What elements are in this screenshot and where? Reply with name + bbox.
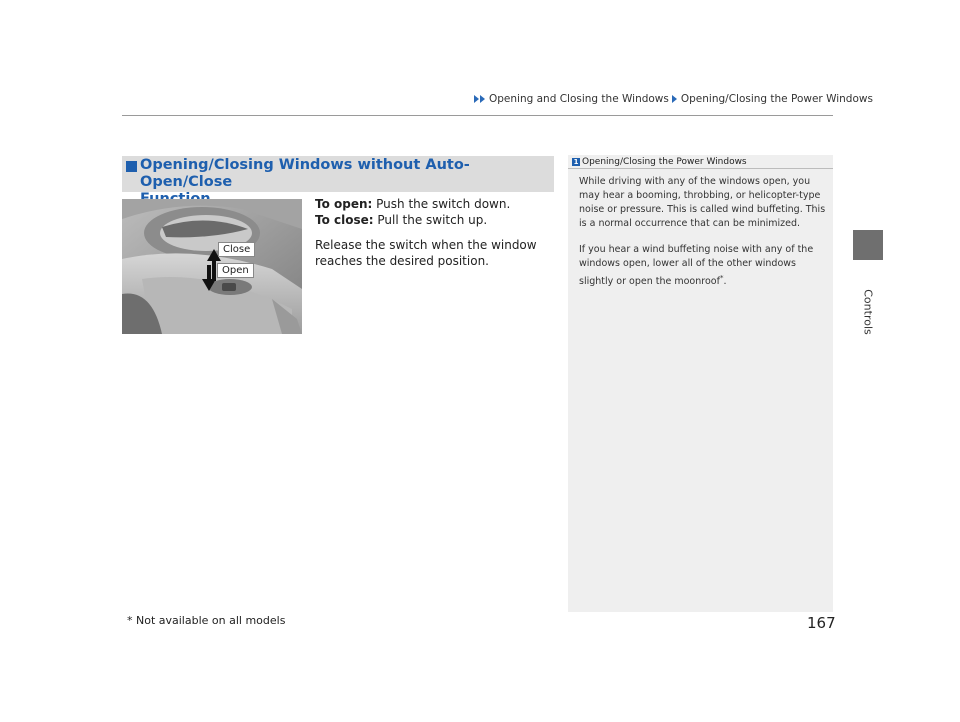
section-square-icon (126, 161, 137, 172)
breadcrumb (474, 93, 873, 105)
footnote: * Not available on all models (127, 614, 286, 627)
section-tab-label: Controls (861, 289, 875, 335)
header-rule (122, 115, 833, 116)
window-switch-illustration (122, 199, 302, 334)
footnote-marker[interactable]: * (719, 274, 724, 282)
section-heading (122, 156, 554, 192)
breadcrumb-item-1[interactable]: Opening and Closing the Windows (489, 93, 669, 105)
release-instruction: Release the switch when the window reaches the desired position. (315, 238, 537, 268)
note-paragraph-2-end: . (723, 276, 727, 288)
breadcrumb-separator-icon (672, 95, 678, 103)
close-text: Pull the switch up. (373, 213, 488, 227)
note-paragraph-2 (579, 243, 827, 289)
note-reference-icon: 1 (573, 158, 579, 166)
note-rule (568, 168, 833, 169)
open-label: To open: (315, 197, 373, 211)
note-title: Opening/Closing the Power Windows (582, 157, 747, 167)
section-tab-marker (853, 230, 883, 260)
close-callout: Close (218, 242, 255, 257)
open-text: Push the switch down. (372, 197, 511, 211)
instructions (315, 196, 555, 269)
note-paragraph-2-text: If you hear a wind buffeting noise with any of the windows open, lower all of the other windows slightly or open the moonroof (579, 244, 814, 288)
note-body (579, 175, 827, 301)
note-paragraph-1: While driving with any of the windows open, you may hear a booming, throbbing, or helicopter-type noise or pressure. This is called wind buffeting. This is a normal occurrence that can be minimized. (579, 176, 826, 229)
open-callout: Open (217, 263, 254, 278)
section-title-line1: Opening/Closing Windows without Auto-Open/Close (140, 157, 470, 190)
page-number: 167 (807, 614, 836, 632)
door-panel-drawing (122, 199, 302, 334)
note-heading (572, 157, 747, 167)
close-label: To close: (315, 213, 374, 227)
breadcrumb-arrow-icon (474, 95, 486, 103)
breadcrumb-item-2[interactable]: Opening/Closing the Power Windows (680, 93, 873, 105)
